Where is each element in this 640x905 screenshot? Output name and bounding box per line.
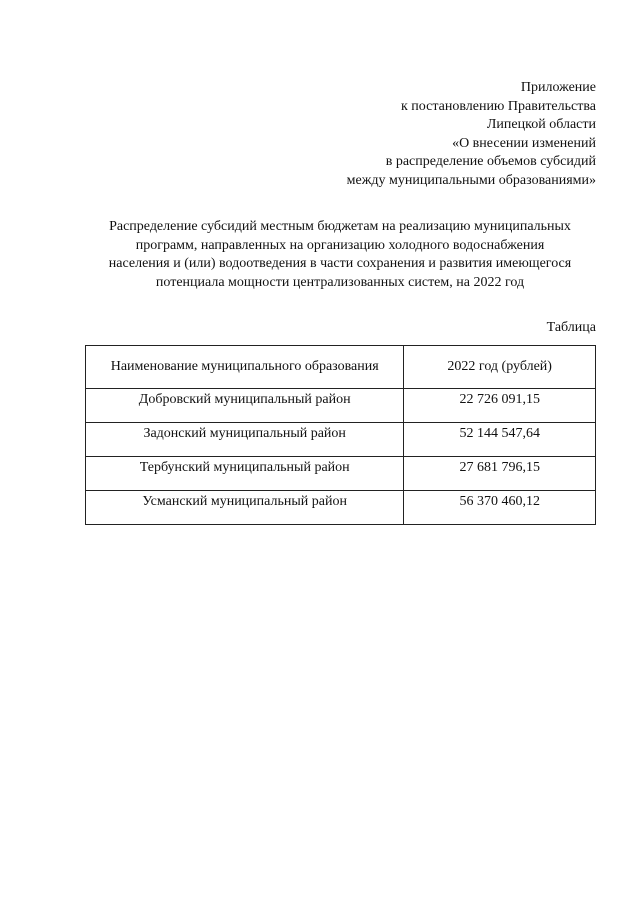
table-label: Таблица <box>546 320 596 335</box>
title-line: потенциала мощности централизованных систем, на 2022 год <box>155 274 525 290</box>
amount-cell: 27 681 796,15 <box>404 457 596 491</box>
title-line: Распределение субсидий местным бюджетам на реализацию муниципальных <box>109 219 571 234</box>
table-header-row <box>86 346 596 389</box>
document-title <box>70 218 610 292</box>
subsidy-table <box>85 345 596 525</box>
amount-cell: 22 726 091,15 <box>404 389 596 423</box>
appendix-line: между муниципальными образованиями» <box>346 172 596 188</box>
amount-cell: 56 370 460,12 <box>404 491 596 525</box>
table-row <box>86 491 596 525</box>
appendix-line: Приложение <box>520 80 596 95</box>
appendix-line: к постановлению Правительства <box>400 98 596 114</box>
appendix-header <box>347 79 596 190</box>
appendix-line: «О внесении изменений <box>452 135 596 151</box>
table-row <box>86 389 596 423</box>
municipality-name-cell: Задонский муниципальный район <box>86 423 404 457</box>
table-row <box>86 457 596 491</box>
table-row <box>86 423 596 457</box>
appendix-line: в распределение объемов субсидий <box>385 154 596 169</box>
title-line: населения и (или) водоотведения в части сохранения и развития имеющегося <box>108 256 572 271</box>
title-line: программ, направленных на организацию холодного водоснабжения <box>135 237 545 253</box>
municipality-name-cell: Усманский муниципальный район <box>86 491 404 525</box>
municipality-name-cell: Тербунский муниципальный район <box>86 457 404 491</box>
column-header-amount: 2022 год (рублей) <box>404 346 596 389</box>
municipality-name-cell: Добровский муниципальный район <box>86 389 404 423</box>
column-header-name: Наименование муниципального образования <box>86 346 404 389</box>
amount-cell: 52 144 547,64 <box>404 423 596 457</box>
appendix-line: Липецкой области <box>486 117 596 132</box>
